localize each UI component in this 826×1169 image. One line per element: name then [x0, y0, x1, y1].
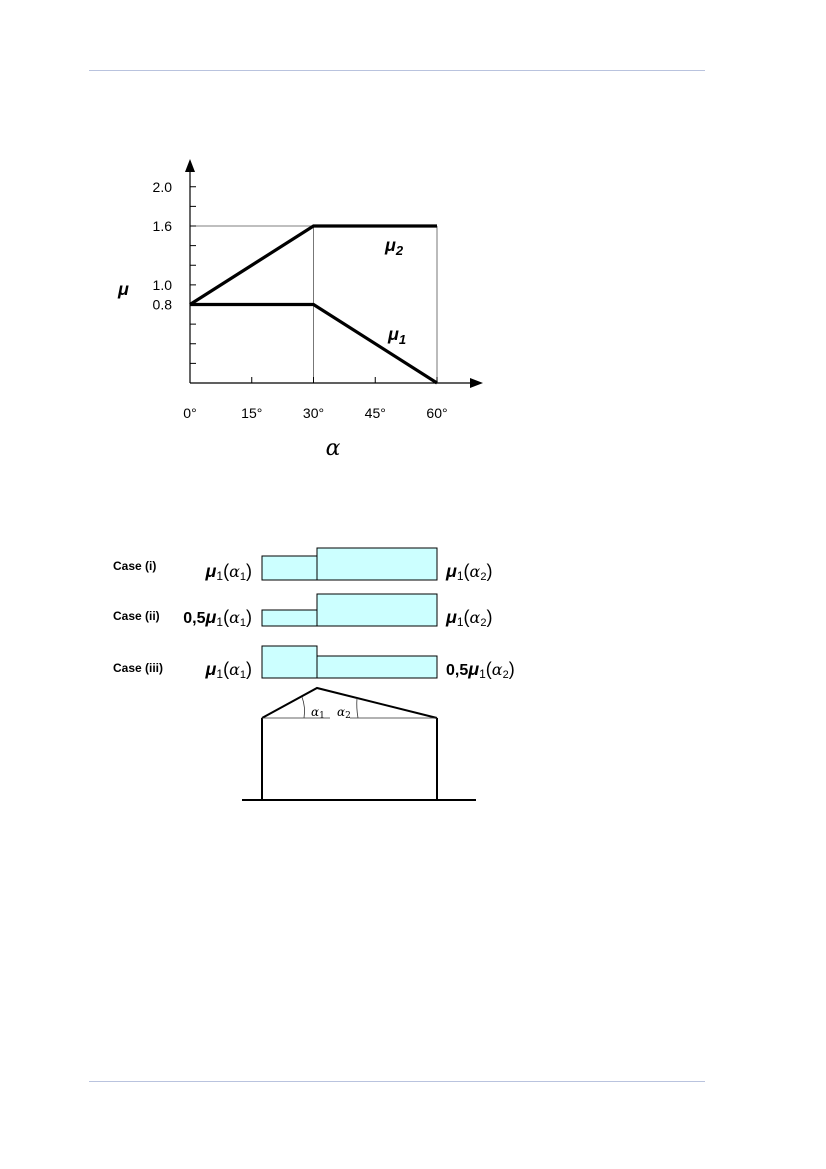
load-block-left	[262, 646, 317, 678]
series-label-μ2: $\mu_2$	[385, 235, 404, 258]
x-tick-label: 30°	[302, 405, 325, 421]
roof-angle-label-2: α2	[337, 705, 351, 721]
case-label: Case (ii)	[113, 609, 160, 623]
x-tick-label: 60°	[426, 405, 448, 421]
roof-angle-label-1: α1	[311, 705, 325, 721]
load-case-2	[113, 594, 492, 629]
x-tick-label: 45°	[364, 405, 386, 421]
load-block-left	[262, 556, 317, 580]
x-axis-arrow	[470, 378, 483, 388]
x-tick-label: 0°	[183, 405, 197, 421]
y-tick-label: 1.6	[152, 218, 172, 234]
y-tick-label: 1.0	[152, 276, 172, 293]
y-axis-arrow	[185, 159, 195, 172]
right-load-formula: μ1(α2)	[446, 561, 493, 583]
case-label: Case (iii)	[113, 661, 164, 675]
building-section	[242, 688, 476, 800]
load-block-left	[262, 610, 317, 626]
left-load-formula: μ1(α1)	[205, 659, 252, 681]
shape-coefficient-chart	[117, 159, 483, 461]
load-block-right	[317, 594, 437, 626]
angle-arc-left	[302, 697, 305, 718]
chart-labels	[117, 235, 406, 461]
x-tick-label: 15°	[241, 405, 263, 421]
load-case-diagrams	[113, 548, 515, 681]
load-case-1	[113, 548, 492, 583]
chart-axes	[185, 159, 483, 388]
series-label-μ1: $\mu_1$	[388, 324, 407, 347]
case-label: Case (i)	[113, 559, 157, 573]
right-load-formula: 0,5μ1(α2)	[446, 659, 515, 681]
y-tick-label: 0.8	[152, 296, 172, 313]
y-axis-label: μ	[118, 279, 129, 299]
x-axis-label: α	[325, 436, 341, 461]
angle-arc-right	[357, 698, 358, 718]
left-load-formula: μ1(α1)	[205, 561, 252, 583]
load-block-right	[317, 548, 437, 580]
left-load-formula: 0,5μ1(α1)	[183, 607, 252, 629]
load-block-right	[317, 656, 437, 678]
right-load-formula: μ1(α2)	[446, 607, 493, 629]
y-tick-label: 2.0	[152, 178, 172, 195]
load-case-3	[113, 646, 515, 681]
